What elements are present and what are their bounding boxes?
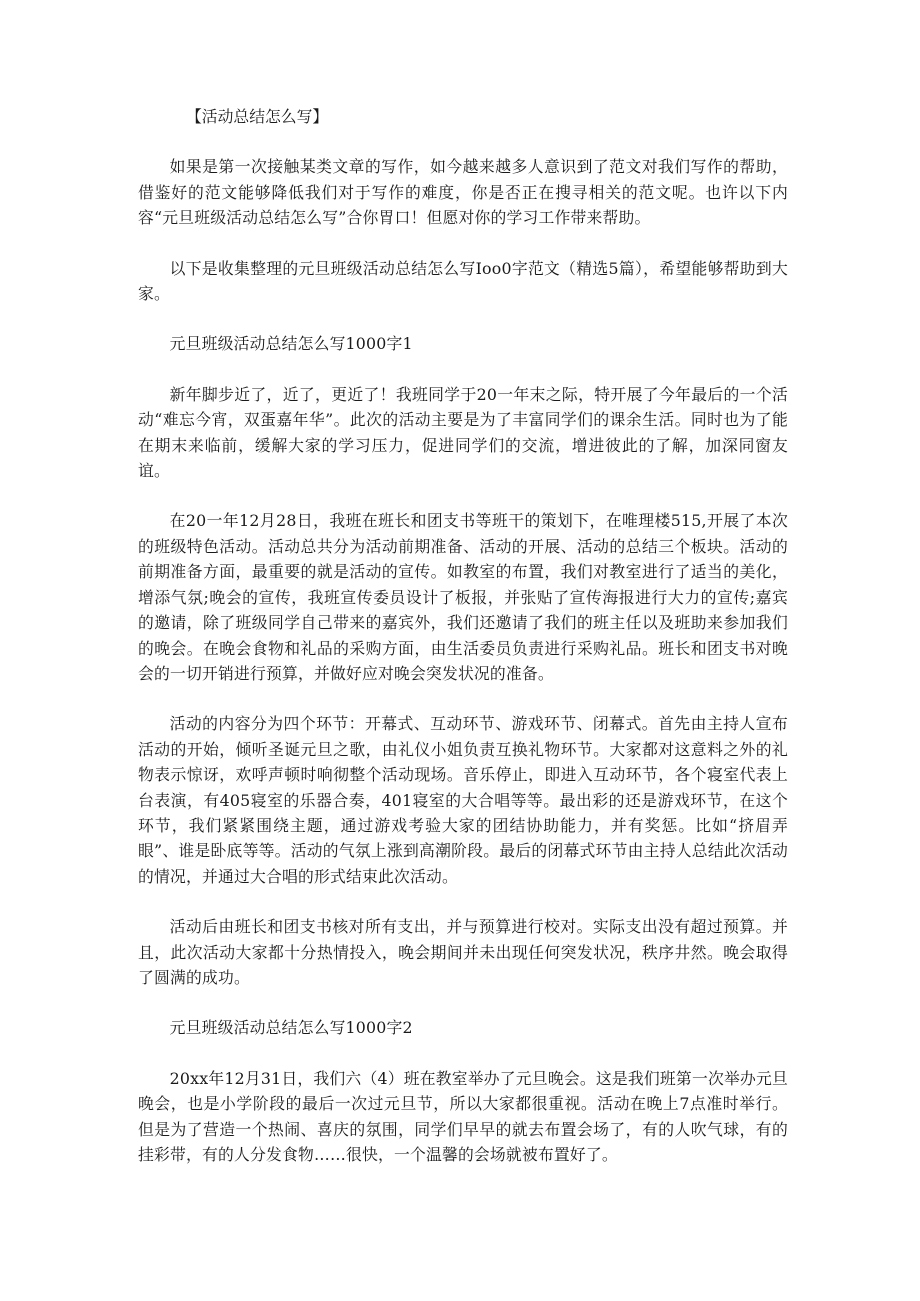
body-paragraph: 20xx年12月31日，我们六（4）班在教室举办了元旦晚会。这是我们班第一次举办元旦晚会，也是小学阶段的最后一次过元旦节，所以大家都很重视。活动在晚上7点准时举行。但是为了营造一个热闹、喜庆的氛围，同学们早早的就去布置会场了，有的人吹气球，有的挂彩带，有的人分发食物……很快，一个温馨的会场就被布置好了。 (138, 1068, 788, 1164)
body-paragraph: 活动的内容分为四个环节：开幕式、互动环节、游戏环节、闭幕式。首先由主持人宣布活动的开始，倾听圣诞元旦之歌，由礼仪小姐负责互换礼物环节。大家都对这意料之外的礼物表示惊讶，欢呼声顿时响彻整个活动现场。音乐停止，即进入互动环节，各个寝室代表上台表演，有405寝室的乐器合奏，401寝室的大合唱等等。最出彩的还是游戏环节，在这个环节，我们紧紧围绕主题，通过游戏考验大家的团结协助能力，并有奖惩。比如“挤眉弄眼”、谁是卧底等等。活动的气氛上涨到高潮阶段。最后的闭幕式环节由主持人总结此次活动的情况，并通过大合唱的形式结束此次活动。 (138, 714, 788, 886)
section-heading-1: 元旦班级活动总结怎么写1000字1 (169, 334, 413, 354)
body-paragraph: 新年脚步近了，近了，更近了！我班同学于20一年末之际，特开展了今年最后的一个活动“难忘今宵，双蛋嘉年华”。此次的活动主要是为了丰富同学们的课余生活。同时也为了能在期末来临前，缓解大家的学习压力，促进同学们的交流，增进彼此的了解，加深同窗友谊。 (138, 384, 788, 481)
section-heading-2: 元旦班级活动总结怎么写1000字2 (169, 1018, 413, 1038)
document-title: 【活动总结怎么写】 (186, 107, 329, 126)
body-paragraph: 在20一年12月28日，我班在班长和团支书等班干的策划下，在唯理楼515,开展了本次的班级特色活动。活动总共分为活动前期准备、活动的开展、活动的总结三个板块。活动的前期准备方面，最重要的就是活动的宣传。如教室的布置，我们对教室进行了适当的美化，增添气氛;晚会的宣传，我班宣传委员设计了板报，并张贴了宣传海报进行大力的宣传;嘉宾的邀请，除了班级同学自己带来的嘉宾外，我们还邀请了我们的班主任以及班助来参加我们的晚会。在晚会食物和礼品的采购方面，由生活委员负责进行采购礼品。班长和团支书对晚会的一切开销进行预算，并做好应对晚会突发状况的准备。 (138, 511, 788, 683)
body-paragraph: 活动后由班长和团支书核对所有支出，并与预算进行校对。实际支出没有超过预算。并且，此次活动大家都十分热情投入，晚会期间并未出现任何突发状况，秩序井然。晚会取得了圆满的成功。 (138, 917, 788, 987)
document-page (138, 104, 788, 1167)
collection-paragraph: 以下是收集整理的元旦班级活动总结怎么写Ioo0字范文（精选5篇），希望能够帮助到大家。 (138, 258, 788, 304)
intro-paragraph: 如果是第一次接触某类文章的写作，如今越来越多人意识到了范文对我们写作的帮助，借鉴好的范文能够降低我们对于写作的难度，你是否正在搜寻相关的范文呢。也许以下内容“元旦班级活动总结怎么写”合你胃口！但愿对你的学习工作带来帮助。 (138, 157, 788, 228)
